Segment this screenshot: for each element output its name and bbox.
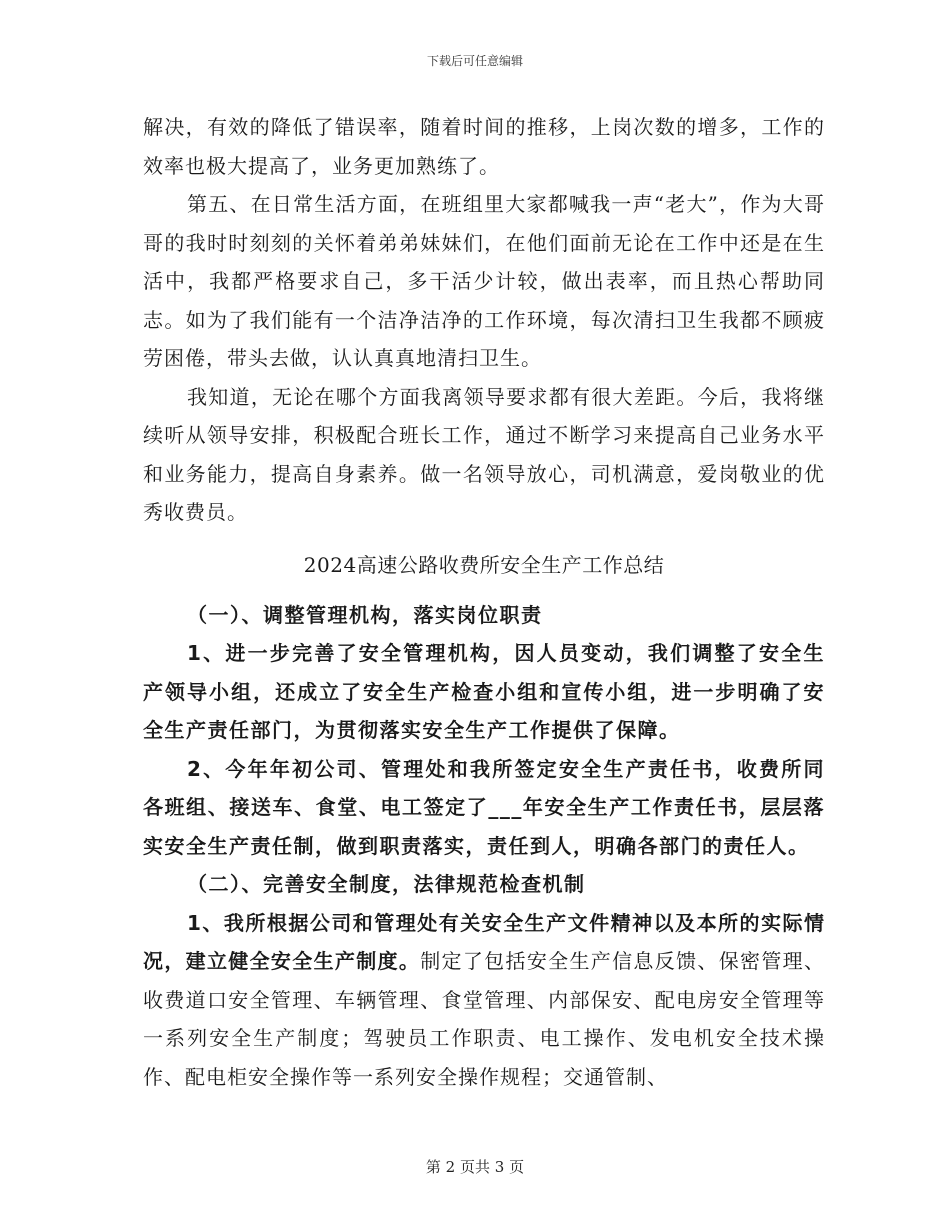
page-header: 下载后可任意编辑 (426, 54, 523, 68)
paragraph-6-normal: 制定了包括安全生产信息反馈、保密管理、收费道口安全管理、车辆管理、食堂管理、内部保安、配电房安全管理等一系列安全生产制度；驾驶员工作职责、电工操作、发电机安全技术操作、配电柜安全操作等一系列安全操作规程；交通管制、 (143, 949, 826, 1089)
paragraph-4: 1、进一步完善了安全管理机构，因人员变动，我们调整了安全生产领导小组，还成立了安全生产检查小组和宣传小组，进一步明确了安全生产责任部门，为贯彻落实安全生产工作提供了保障。 (143, 641, 825, 742)
paragraph-5: 2、今年年初公司、管理处和我所签定安全生产责任书，收费所同各班组、接送车、食堂、电工签定了___年安全生产工作责任书，层层落实安全生产责任制，做到职责落实，责任到人，明确各部门的责任人。 (143, 756, 825, 858)
section-heading-1: （一）、调整管理机构，落实岗位职责 (187, 602, 543, 627)
paragraph-6-bold: 1、我所根据公司和管理处有关安全生产文件精神以及本所的实际情况，建立健全安全生产制度。 (143, 910, 825, 973)
paragraph-2: 第五、在日常生活方面，在班组里大家都喊我一声“老大”，作为大哥哥的我时时刻刻的关怀着弟弟妹妹们，在他们面前无论在工作中还是在生活中，我都严格要求自己，多干活少计较，做出表率，而且热心帮助同志。如为了我们能有一个洁净洁净的工作环境，每次清扫卫生我都不顾疲劳困倦，带头去做，认认真真地清扫卫生。 (143, 192, 825, 370)
document-title: 2024高速公路收费所安全生产工作总结 (303, 552, 665, 577)
page-footer: 第 2 页共 3 页 (425, 1158, 525, 1176)
document-body (143, 108, 825, 1096)
paragraph-3: 我知道，无论在哪个方面我离领导要求都有很大差距。今后，我将继续听从领导安排，积极配合班长工作，通过不断学习来提高自己业务水平和业务能力，提高自身素养。做一名领导放心，司机满意，爱岗敬业的优秀收费员。 (143, 384, 825, 524)
paragraph-1: 解决，有效的降低了错误率，随着时间的推移，上岗次数的增多，工作的效率也极大提高了，业务更加熟练了。 (143, 115, 825, 178)
section-heading-2: （二）、完善安全制度，法律规范检查机制 (187, 872, 586, 896)
paragraph-6 (143, 904, 825, 1097)
